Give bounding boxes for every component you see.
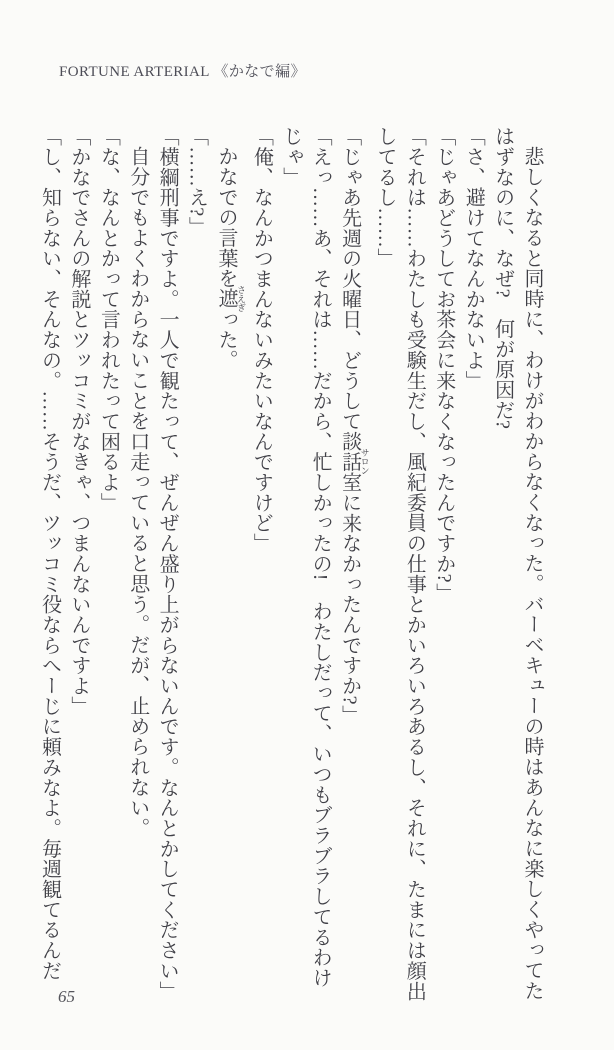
ruby-word: 遮 さえぎ	[214, 285, 246, 313]
paragraph: 「えっ……あ、それは……だから、忙しかったの! わたしだって、いつもブラブラしてるわけじゃ」	[279, 126, 332, 988]
paragraph: 自分でもよくわからないことを口走っていると思う。だが、止められない。	[126, 146, 149, 838]
paragraph: 「じゃあ先週の火曜日、どうして談話室 サロンに来なかったんですか?」	[338, 126, 370, 726]
paragraph: 「俺、なんかつまんないみたいなんですけど」	[250, 126, 273, 554]
ruby-word: 談話室 サロン	[338, 431, 370, 493]
paragraph: 「それは……わたしも受験生だし、風紀委員の仕事とかいろいろあるし、それに、たまには顔出してるし……」	[373, 126, 426, 1002]
paragraph: 「さ、避けてなんかないよ」	[462, 126, 485, 391]
page-text	[34, 126, 546, 1004]
page-number: 65	[58, 987, 75, 1006]
paragraph: 「横綱刑事ですよ。一人で観たって、ぜんぜん盛り上がらないんです。なんとかしてください」	[156, 126, 179, 1002]
paragraph: 「かなでさんの解説とツッコミがなきゃ、つまんないんですよ」	[67, 126, 90, 717]
paragraph: かなでの言葉を遮 さえぎった。	[214, 146, 246, 370]
running-header: FORTUNE ARTERIAL 《かなで編》	[59, 64, 306, 80]
paragraph: 「……え?」	[185, 126, 208, 237]
paragraph: 「し、知らない、そんなの。……そうだ、ツッコミ役ならへーじに頼みなよ。毎週観てるんだ	[38, 126, 61, 981]
paragraph: 悲しくなると同時に、わけがわからなくなった。バーベキューの時はあんなに楽しくやってたはずなのに、なぜ? 何が原因だ?	[491, 126, 543, 1001]
paragraph: 「な、なんとかって言われたって困るよ」	[97, 126, 120, 513]
paragraph: 「じゃあどうしてお茶会に来なくなったんですか?」	[432, 126, 455, 604]
